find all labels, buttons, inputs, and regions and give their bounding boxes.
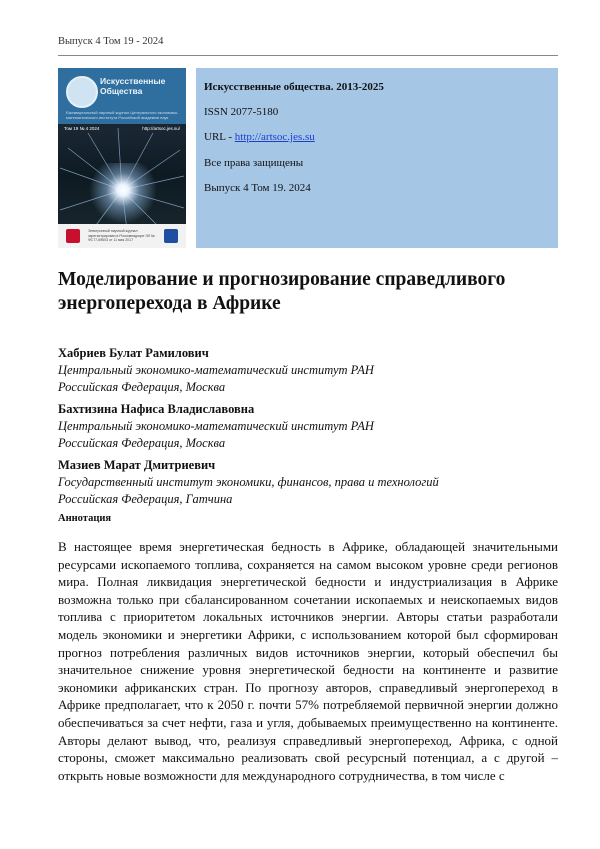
cover-light-burst xyxy=(88,163,158,223)
author-location: Российская Федерация, Москва xyxy=(58,380,226,394)
cover-journal-title: Искусственные Общества xyxy=(100,76,166,96)
cover-issue-label: Том 19 № 4 2024 xyxy=(64,126,100,131)
abstract-text: В настоящее время энергетическая бедность в Африке, обладающей значительными ресурсами ископаемого топлива, сохраняется на самом высоком уровне среди регионов мира. Полная ликвидация энергетической бедности и индустриализация в Африке возможна только при сбалансированном сочетании ископаемых и неископаемых видов топлива с приоритетом локальных источников энергии. Авторы статьи разработали модель экономики и энергетики Африки, с использованием которой был сформирован прогноз потребления различных видов источников энергии, который обеспечил бы значительное снижение уровня энергетической бедности на континенте и развитие экономики африканских стран. По прогнозу авторов, справедливый энергопереход в Африке предполагает, что к 2050 г. почти 57% потребляемой первичной энергии должно обеспечиваться за счет нефти, газа и угля, добываемых преимущественно на континенте. Авторы делают вывод, что, реализуя справедливый энергопереход, Африка, с одной стороны, сможет максимально реализовать свой ресурсный потенциал, а с другой – открыть новые возможности для международного сотрудничества, в том числе с xyxy=(58,539,558,783)
journal-info-box xyxy=(196,68,558,248)
brain-logo-icon xyxy=(66,76,98,108)
author-block xyxy=(58,456,558,508)
article-title: Моделирование и прогнозирование справедливого энергоперехода в Африке xyxy=(58,269,506,314)
running-head: Выпуск 4 Том 19 - 2024 xyxy=(58,36,164,47)
cemi-logo-icon xyxy=(66,229,80,243)
cover-site: http://artsoc.jes.su/ xyxy=(142,126,180,131)
author-affiliation: Центральный экономико-математический институт РАН xyxy=(58,419,374,433)
journal-cover-image xyxy=(58,68,186,248)
cover-footer xyxy=(58,224,186,248)
author-location: Российская Федерация, Москва xyxy=(58,436,226,450)
author-affiliation: Центральный экономико-математический институт РАН xyxy=(58,363,374,377)
abstract-heading: Аннотация xyxy=(58,513,112,524)
header-divider xyxy=(58,55,558,56)
author-block xyxy=(58,400,558,452)
author-list xyxy=(58,344,558,512)
cover-footer-text: Электронный научный журнал зарегистрирован в Роскомнадзоре ЭЛ № ФС77-69603 от 11 мая 2017 xyxy=(88,229,155,242)
author-name: Хабриев Булат Рамилович xyxy=(58,346,209,360)
author-affiliation: Государственный институт экономики, финансов, права и технологий xyxy=(58,475,439,489)
cover-subtitle: Ежеквартальный научный журнал Центрального экономико-математического института Российской академии наук xyxy=(66,110,179,120)
journal-rights: Все права защищены xyxy=(204,157,304,169)
journal-issue: Выпуск 4 Том 19. 2024 xyxy=(204,182,311,194)
journal-url-link[interactable]: http://artsoc.jes.su xyxy=(234,131,315,143)
author-location: Российская Федерация, Гатчина xyxy=(58,492,233,506)
author-name: Бахтизина Нафиса Владиславовна xyxy=(58,402,255,416)
author-block xyxy=(58,344,558,396)
journal-url-prefix: URL - xyxy=(204,131,235,143)
author-name: Мазиев Марат Дмитриевич xyxy=(58,458,216,472)
gaugn-logo-icon xyxy=(164,229,178,243)
journal-issn: ISSN 2077-5180 xyxy=(204,106,279,118)
journal-url xyxy=(204,131,315,143)
journal-info-title: Искусственные общества. 2013-2025 xyxy=(204,81,384,93)
